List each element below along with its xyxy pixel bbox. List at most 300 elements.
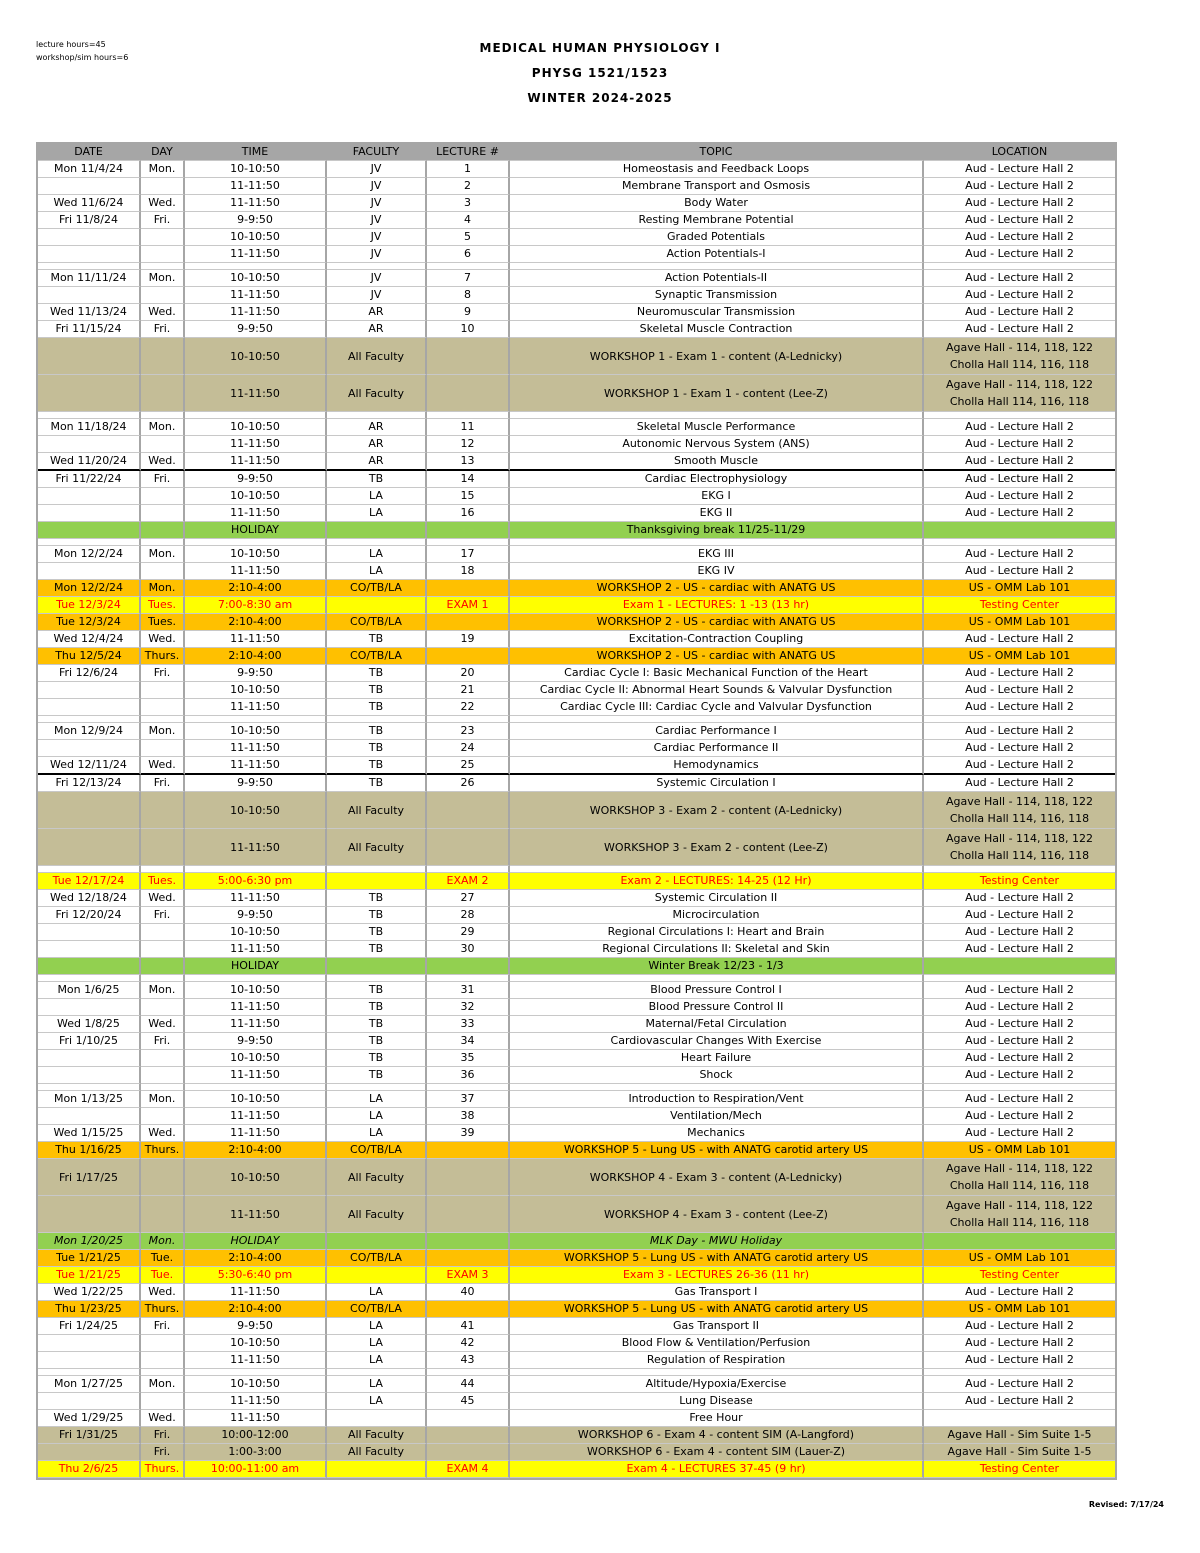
workshop-hours-note: workshop/sim hours=6 — [36, 53, 129, 62]
cell-date: Tue 1/21/25 — [38, 1250, 141, 1267]
cell-date: Fri 1/31/25 — [38, 1427, 141, 1444]
cell-time: HOLIDAY — [185, 522, 327, 539]
row-spacer — [38, 412, 1115, 419]
cell-lecture-number: 38 — [427, 1108, 510, 1125]
cell-location: Testing Center — [924, 873, 1115, 890]
table-row — [38, 1233, 1115, 1250]
cell-topic: WORKSHOP 6 - Exam 4 - content SIM (A-Langford) — [510, 1427, 924, 1444]
cell-day — [141, 1108, 185, 1125]
cell-faculty: TB — [327, 1067, 427, 1084]
cell-day: Wed. — [141, 890, 185, 907]
cell-time: 9-9:50 — [185, 321, 327, 338]
cell-lecture-number: 20 — [427, 665, 510, 682]
spacer-cell — [924, 1369, 1115, 1376]
cell-date — [38, 958, 141, 975]
cell-lecture-number: 34 — [427, 1033, 510, 1050]
cell-faculty: TB — [327, 631, 427, 648]
table-row — [38, 597, 1115, 614]
cell-lecture-number: EXAM 1 — [427, 597, 510, 614]
table-row — [38, 178, 1115, 195]
cell-location: Testing Center — [924, 1461, 1115, 1478]
cell-location: Aud - Lecture Hall 2 — [924, 890, 1115, 907]
cell-day — [141, 1067, 185, 1084]
spacer-cell — [427, 1084, 510, 1091]
cell-lecture-number — [427, 1301, 510, 1318]
cell-faculty: JV — [327, 229, 427, 246]
cell-day — [141, 436, 185, 453]
cell-lecture-number: 45 — [427, 1393, 510, 1410]
cell-day: Wed. — [141, 1410, 185, 1427]
table-row — [38, 982, 1115, 999]
cell-day: Mon. — [141, 982, 185, 999]
cell-topic: WORKSHOP 6 - Exam 4 - content SIM (Lauer-Z) — [510, 1444, 924, 1461]
cell-location — [924, 1233, 1115, 1250]
spacer-cell — [38, 412, 141, 419]
cell-topic: WORKSHOP 4 - Exam 3 - content (A-Lednicky) — [510, 1159, 924, 1196]
cell-day — [141, 563, 185, 580]
cell-location: US - OMM Lab 101 — [924, 648, 1115, 665]
table-row — [38, 1444, 1115, 1461]
cell-topic: Maternal/Fetal Circulation — [510, 1016, 924, 1033]
cell-time: 11-11:50 — [185, 453, 327, 471]
cell-date: Wed 1/22/25 — [38, 1284, 141, 1301]
header-location: LOCATION — [924, 144, 1115, 161]
cell-day: Wed. — [141, 453, 185, 471]
table-row — [38, 546, 1115, 563]
cell-date: Fri 12/6/24 — [38, 665, 141, 682]
cell-time: 9-9:50 — [185, 1318, 327, 1335]
cell-location: Aud - Lecture Hall 2 — [924, 488, 1115, 505]
cell-topic: Free Hour — [510, 1410, 924, 1427]
location-line: Cholla Hall 114, 116, 118 — [949, 358, 1090, 371]
cell-lecture-number: 40 — [427, 1284, 510, 1301]
cell-faculty: TB — [327, 1033, 427, 1050]
cell-location: Aud - Lecture Hall 2 — [924, 178, 1115, 195]
cell-faculty: LA — [327, 1125, 427, 1142]
cell-topic: Action Potentials-I — [510, 246, 924, 263]
table-row — [38, 580, 1115, 597]
spacer-cell — [327, 263, 427, 270]
cell-topic: WORKSHOP 4 - Exam 3 - content (Lee-Z) — [510, 1196, 924, 1233]
cell-faculty: LA — [327, 488, 427, 505]
spacer-cell — [141, 975, 185, 982]
cell-topic: Homeostasis and Feedback Loops — [510, 161, 924, 178]
cell-faculty: AR — [327, 419, 427, 436]
cell-topic: MLK Day - MWU Holiday — [510, 1233, 924, 1250]
cell-location: Aud - Lecture Hall 2 — [924, 1050, 1115, 1067]
cell-location: Aud - Lecture Hall 2 — [924, 757, 1115, 775]
lecture-hours-note: lecture hours=45 — [36, 40, 106, 49]
cell-location: Aud - Lecture Hall 2 — [924, 212, 1115, 229]
cell-time: 11-11:50 — [185, 178, 327, 195]
cell-lecture-number: 3 — [427, 195, 510, 212]
cell-faculty — [327, 1461, 427, 1478]
cell-topic: Blood Pressure Control I — [510, 982, 924, 999]
cell-lecture-number — [427, 1427, 510, 1444]
header-faculty: FACULTY — [327, 144, 427, 161]
cell-time: 10-10:50 — [185, 229, 327, 246]
cell-location — [924, 829, 1115, 866]
table-row — [38, 699, 1115, 716]
cell-location: Aud - Lecture Hall 2 — [924, 419, 1115, 436]
table-row — [38, 1352, 1115, 1369]
cell-faculty: All Faculty — [327, 1159, 427, 1196]
cell-topic: Skeletal Muscle Performance — [510, 419, 924, 436]
cell-day — [141, 1196, 185, 1233]
cell-day: Thurs. — [141, 648, 185, 665]
cell-faculty: CO/TB/LA — [327, 1142, 427, 1159]
cell-time: HOLIDAY — [185, 958, 327, 975]
cell-date — [38, 436, 141, 453]
table-row — [38, 614, 1115, 631]
cell-lecture-number: 1 — [427, 161, 510, 178]
cell-date: Wed 11/20/24 — [38, 453, 141, 471]
table-row — [38, 792, 1115, 829]
cell-lecture-number: 31 — [427, 982, 510, 999]
table-row — [38, 488, 1115, 505]
cell-lecture-number: 35 — [427, 1050, 510, 1067]
cell-day — [141, 229, 185, 246]
spacer-cell — [141, 1084, 185, 1091]
cell-lecture-number: 8 — [427, 287, 510, 304]
cell-location: US - OMM Lab 101 — [924, 1301, 1115, 1318]
row-spacer — [38, 1084, 1115, 1091]
cell-date: Mon 11/4/24 — [38, 161, 141, 178]
table-row — [38, 1159, 1115, 1196]
cell-topic: Smooth Muscle — [510, 453, 924, 471]
cell-date: Mon 1/27/25 — [38, 1376, 141, 1393]
cell-location — [924, 338, 1115, 375]
cell-faculty: TB — [327, 890, 427, 907]
cell-time: 10-10:50 — [185, 488, 327, 505]
cell-topic: Resting Membrane Potential — [510, 212, 924, 229]
cell-topic: Graded Potentials — [510, 229, 924, 246]
spacer-cell — [510, 412, 924, 419]
cell-date — [38, 229, 141, 246]
cell-location: Aud - Lecture Hall 2 — [924, 941, 1115, 958]
table-row — [38, 723, 1115, 740]
cell-lecture-number: 19 — [427, 631, 510, 648]
header-time: TIME — [185, 144, 327, 161]
cell-lecture-number: 12 — [427, 436, 510, 453]
cell-date — [38, 1393, 141, 1410]
cell-faculty: TB — [327, 775, 427, 792]
cell-faculty: TB — [327, 999, 427, 1016]
cell-day: Fri. — [141, 212, 185, 229]
cell-topic: Systemic Circulation II — [510, 890, 924, 907]
cell-location: Aud - Lecture Hall 2 — [924, 321, 1115, 338]
cell-day: Thurs. — [141, 1461, 185, 1478]
cell-time: 2:10-4:00 — [185, 1142, 327, 1159]
table-row — [38, 890, 1115, 907]
cell-location: Testing Center — [924, 597, 1115, 614]
cell-topic: WORKSHOP 5 - Lung US - with ANATG carotid artery US — [510, 1301, 924, 1318]
cell-location: Aud - Lecture Hall 2 — [924, 1067, 1115, 1084]
cell-faculty: TB — [327, 982, 427, 999]
cell-faculty: JV — [327, 270, 427, 287]
cell-day — [141, 924, 185, 941]
spacer-cell — [427, 539, 510, 546]
cell-time: 11-11:50 — [185, 1352, 327, 1369]
cell-lecture-number: 9 — [427, 304, 510, 321]
cell-location: Aud - Lecture Hall 2 — [924, 682, 1115, 699]
spacer-cell — [327, 975, 427, 982]
cell-date — [38, 792, 141, 829]
cell-day — [141, 1352, 185, 1369]
table-row — [38, 453, 1115, 471]
cell-day — [141, 958, 185, 975]
cell-lecture-number — [427, 1250, 510, 1267]
cell-location: Aud - Lecture Hall 2 — [924, 1376, 1115, 1393]
cell-time: 11-11:50 — [185, 699, 327, 716]
cell-location — [924, 1410, 1115, 1427]
table-row — [38, 648, 1115, 665]
cell-date: Mon 12/9/24 — [38, 723, 141, 740]
table-row — [38, 161, 1115, 178]
term: WINTER 2024-2025 — [527, 91, 673, 105]
cell-faculty: LA — [327, 1335, 427, 1352]
cell-location: Aud - Lecture Hall 2 — [924, 999, 1115, 1016]
spacer-cell — [38, 539, 141, 546]
cell-topic: Cardiac Performance II — [510, 740, 924, 757]
cell-time: 11-11:50 — [185, 1284, 327, 1301]
cell-location: Aud - Lecture Hall 2 — [924, 1335, 1115, 1352]
cell-date: Mon 1/13/25 — [38, 1091, 141, 1108]
cell-topic: EKG I — [510, 488, 924, 505]
schedule-table — [38, 144, 1115, 1478]
cell-time: 2:10-4:00 — [185, 580, 327, 597]
cell-date — [38, 1050, 141, 1067]
cell-lecture-number: 42 — [427, 1335, 510, 1352]
cell-location: Aud - Lecture Hall 2 — [924, 1393, 1115, 1410]
cell-location: US - OMM Lab 101 — [924, 614, 1115, 631]
cell-day: Fri. — [141, 321, 185, 338]
cell-date — [38, 505, 141, 522]
cell-faculty: TB — [327, 665, 427, 682]
cell-topic: Cardiac Electrophysiology — [510, 471, 924, 488]
cell-time: 10-10:50 — [185, 982, 327, 999]
location-line: Agave Hall - 114, 118, 122 — [945, 832, 1094, 845]
cell-day: Fri. — [141, 1318, 185, 1335]
cell-lecture-number: 27 — [427, 890, 510, 907]
cell-location: Aud - Lecture Hall 2 — [924, 304, 1115, 321]
cell-faculty: All Faculty — [327, 792, 427, 829]
location-line: Cholla Hall 114, 116, 118 — [949, 849, 1090, 862]
cell-location: US - OMM Lab 101 — [924, 1142, 1115, 1159]
cell-day: Tue. — [141, 1267, 185, 1284]
spacer-cell — [185, 539, 327, 546]
cell-day: Thurs. — [141, 1142, 185, 1159]
cell-faculty: All Faculty — [327, 375, 427, 412]
cell-time: 11-11:50 — [185, 505, 327, 522]
cell-time: 10-10:50 — [185, 1335, 327, 1352]
table-row — [38, 375, 1115, 412]
table-row — [38, 1335, 1115, 1352]
cell-date — [38, 563, 141, 580]
cell-location: US - OMM Lab 101 — [924, 1250, 1115, 1267]
cell-faculty: All Faculty — [327, 829, 427, 866]
cell-lecture-number: 30 — [427, 941, 510, 958]
cell-day: Tues. — [141, 597, 185, 614]
cell-date — [38, 488, 141, 505]
table-row — [38, 471, 1115, 488]
cell-topic: EKG II — [510, 505, 924, 522]
cell-topic: Lung Disease — [510, 1393, 924, 1410]
spacer-cell — [141, 539, 185, 546]
spacer-cell — [924, 975, 1115, 982]
cell-date: Fri 11/8/24 — [38, 212, 141, 229]
table-row — [38, 757, 1115, 775]
cell-day — [141, 829, 185, 866]
table-row — [38, 740, 1115, 757]
cell-faculty — [327, 1410, 427, 1427]
spacer-cell — [141, 412, 185, 419]
cell-lecture-number: 4 — [427, 212, 510, 229]
cell-lecture-number: EXAM 3 — [427, 1267, 510, 1284]
table-row — [38, 304, 1115, 321]
table-row — [38, 1427, 1115, 1444]
cell-location: Aud - Lecture Hall 2 — [924, 665, 1115, 682]
cell-topic: Microcirculation — [510, 907, 924, 924]
cell-faculty: JV — [327, 212, 427, 229]
cell-lecture-number: 37 — [427, 1091, 510, 1108]
cell-lecture-number: 14 — [427, 471, 510, 488]
cell-date: Fri 1/17/25 — [38, 1159, 141, 1196]
cell-day: Fri. — [141, 471, 185, 488]
cell-day — [141, 505, 185, 522]
cell-date — [38, 1108, 141, 1125]
cell-date: Wed 12/11/24 — [38, 757, 141, 775]
cell-lecture-number: 28 — [427, 907, 510, 924]
cell-day: Fri. — [141, 907, 185, 924]
cell-faculty: TB — [327, 682, 427, 699]
table-row — [38, 829, 1115, 866]
course-number: PHYSG 1521/1523 — [531, 66, 669, 80]
cell-faculty: LA — [327, 505, 427, 522]
row-spacer — [38, 263, 1115, 270]
cell-time: 11-11:50 — [185, 757, 327, 775]
table-row — [38, 419, 1115, 436]
hours-notes — [36, 38, 128, 64]
cell-faculty: JV — [327, 287, 427, 304]
table-row — [38, 1067, 1115, 1084]
cell-date: Thu 1/23/25 — [38, 1301, 141, 1318]
cell-date — [38, 522, 141, 539]
cell-topic: Neuromuscular Transmission — [510, 304, 924, 321]
cell-day: Fri. — [141, 775, 185, 792]
table-row — [38, 1393, 1115, 1410]
table-row — [38, 1301, 1115, 1318]
cell-topic: Shock — [510, 1067, 924, 1084]
cell-faculty: LA — [327, 1284, 427, 1301]
cell-topic: Skeletal Muscle Contraction — [510, 321, 924, 338]
cell-lecture-number — [427, 829, 510, 866]
cell-faculty — [327, 1233, 427, 1250]
cell-time: 5:30-6:40 pm — [185, 1267, 327, 1284]
spacer-cell — [38, 1084, 141, 1091]
cell-lecture-number: 10 — [427, 321, 510, 338]
cell-day — [141, 1050, 185, 1067]
cell-time: 10-10:50 — [185, 546, 327, 563]
cell-lecture-number: 7 — [427, 270, 510, 287]
cell-lecture-number: 21 — [427, 682, 510, 699]
cell-time: 9-9:50 — [185, 665, 327, 682]
cell-topic: Blood Flow & Ventilation/Perfusion — [510, 1335, 924, 1352]
cell-faculty: TB — [327, 757, 427, 775]
cell-date: Fri 12/20/24 — [38, 907, 141, 924]
cell-lecture-number — [427, 1142, 510, 1159]
cell-lecture-number: 6 — [427, 246, 510, 263]
table-row — [38, 1376, 1115, 1393]
cell-location: Aud - Lecture Hall 2 — [924, 907, 1115, 924]
cell-time: 9-9:50 — [185, 775, 327, 792]
cell-time: 10-10:50 — [185, 1159, 327, 1196]
cell-lecture-number: 39 — [427, 1125, 510, 1142]
cell-time: 9-9:50 — [185, 907, 327, 924]
cell-faculty: JV — [327, 178, 427, 195]
cell-lecture-number — [427, 522, 510, 539]
cell-date — [38, 178, 141, 195]
cell-topic: Mechanics — [510, 1125, 924, 1142]
spacer-cell — [924, 716, 1115, 723]
cell-lecture-number: 5 — [427, 229, 510, 246]
cell-topic: Synaptic Transmission — [510, 287, 924, 304]
cell-faculty: TB — [327, 924, 427, 941]
table-row — [38, 195, 1115, 212]
cell-date: Fri 1/10/25 — [38, 1033, 141, 1050]
cell-faculty: TB — [327, 941, 427, 958]
cell-time: 11-11:50 — [185, 941, 327, 958]
cell-date — [38, 338, 141, 375]
cell-date: Wed 1/15/25 — [38, 1125, 141, 1142]
cell-time: 11-11:50 — [185, 246, 327, 263]
cell-lecture-number: 25 — [427, 757, 510, 775]
cell-faculty: CO/TB/LA — [327, 614, 427, 631]
cell-location: Aud - Lecture Hall 2 — [924, 924, 1115, 941]
cell-lecture-number: 16 — [427, 505, 510, 522]
cell-lecture-number: 15 — [427, 488, 510, 505]
cell-time: 10-10:50 — [185, 161, 327, 178]
cell-time: 11-11:50 — [185, 1108, 327, 1125]
cell-topic: Introduction to Respiration/Vent — [510, 1091, 924, 1108]
cell-faculty: AR — [327, 436, 427, 453]
cell-lecture-number: 29 — [427, 924, 510, 941]
spacer-cell — [510, 975, 924, 982]
cell-topic: Blood Pressure Control II — [510, 999, 924, 1016]
table-row — [38, 1284, 1115, 1301]
location-line: Agave Hall - 114, 118, 122 — [945, 378, 1094, 391]
cell-lecture-number: 43 — [427, 1352, 510, 1369]
table-row — [38, 1267, 1115, 1284]
cell-location: Aud - Lecture Hall 2 — [924, 453, 1115, 471]
cell-day: Mon. — [141, 580, 185, 597]
cell-lecture-number — [427, 1233, 510, 1250]
cell-topic: WORKSHOP 3 - Exam 2 - content (A-Lednicky) — [510, 792, 924, 829]
cell-topic: WORKSHOP 1 - Exam 1 - content (A-Lednicky) — [510, 338, 924, 375]
cell-time: 10-10:50 — [185, 338, 327, 375]
cell-time: 10-10:50 — [185, 723, 327, 740]
cell-lecture-number: 18 — [427, 563, 510, 580]
table-row — [38, 1125, 1115, 1142]
cell-date: Wed 1/29/25 — [38, 1410, 141, 1427]
cell-faculty — [327, 958, 427, 975]
cell-day: Wed. — [141, 1125, 185, 1142]
spacer-cell — [924, 412, 1115, 419]
cell-time: 11-11:50 — [185, 1393, 327, 1410]
cell-day — [141, 246, 185, 263]
cell-location: Aud - Lecture Hall 2 — [924, 723, 1115, 740]
cell-lecture-number — [427, 1159, 510, 1196]
